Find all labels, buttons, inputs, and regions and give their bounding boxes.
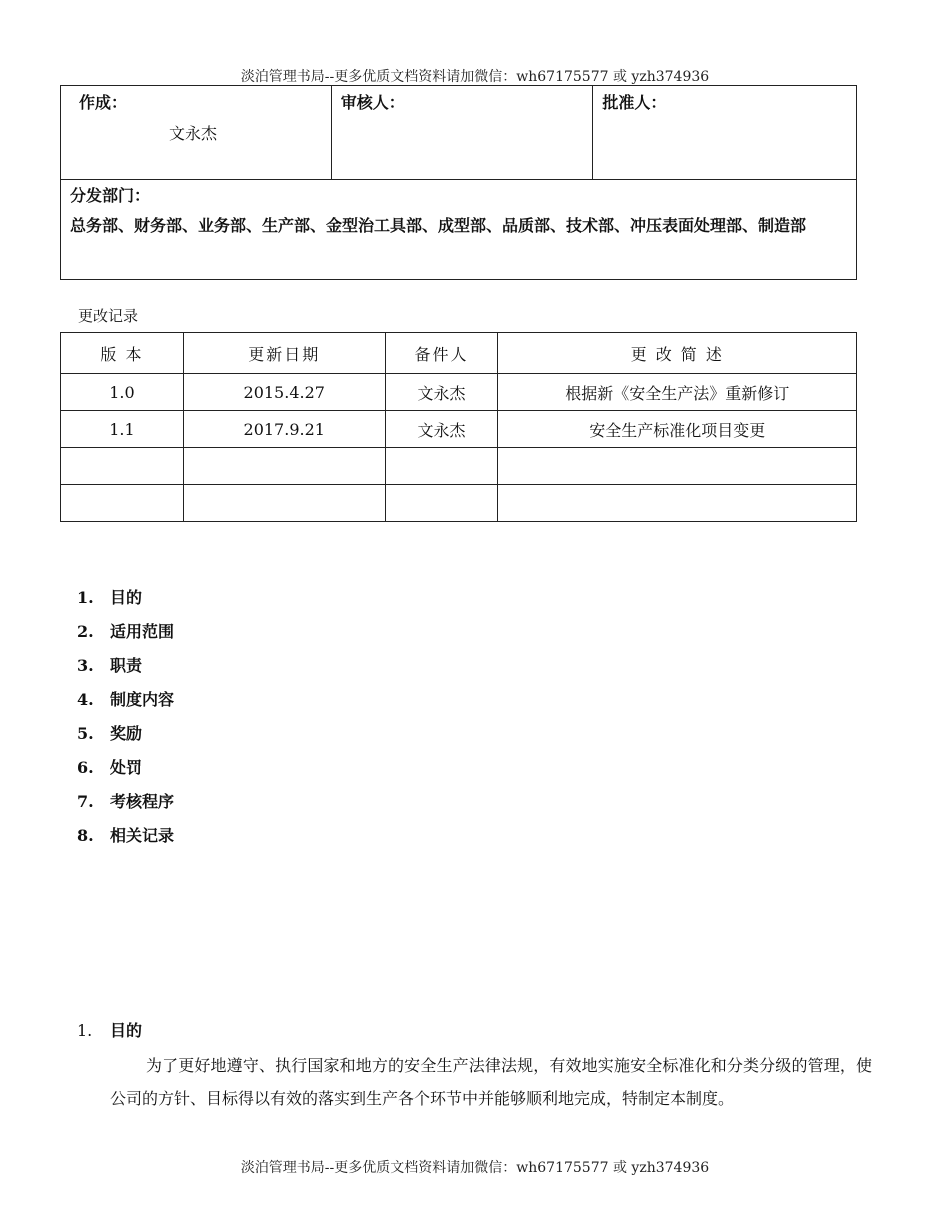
toc-item-penalties xyxy=(77,756,174,790)
distribution-label: 分发部门： xyxy=(70,186,151,205)
section-purpose xyxy=(77,1019,877,1115)
reviewer-label: 审核人： xyxy=(340,93,405,112)
header-version: 版 本 xyxy=(61,333,184,374)
toc-item-records xyxy=(77,824,174,858)
section-number: 1. xyxy=(77,1021,93,1040)
distribution-list: 总务部、财务部、业务部、生产部、金型治工具部、成型部、品质部、技术部、冲压表面处理部、制造部 xyxy=(70,216,807,235)
approver-cell xyxy=(593,86,857,180)
section-heading xyxy=(77,1019,877,1043)
toc-item-purpose xyxy=(77,586,174,620)
toc-number: 4. xyxy=(77,690,94,709)
toc-number: 8. xyxy=(77,826,94,845)
cell-date xyxy=(183,485,385,522)
toc-title: 适用范围 xyxy=(110,622,175,641)
toc-title: 处罚 xyxy=(110,758,143,777)
approval-table xyxy=(60,85,857,280)
toc-title: 制度内容 xyxy=(110,690,175,709)
cell-version xyxy=(61,448,184,485)
toc-item-content xyxy=(77,688,174,722)
header-date: 更新日期 xyxy=(183,333,385,374)
cell-author xyxy=(385,485,498,522)
toc-item-rewards xyxy=(77,722,174,756)
toc-number: 3. xyxy=(77,656,94,675)
reviewer-cell xyxy=(331,86,593,180)
toc-item-assessment xyxy=(77,790,174,824)
cell-date xyxy=(183,448,385,485)
author-name: 文永杰 xyxy=(169,124,218,143)
page-footer-note: 淡泊管理书局--更多优质文档资料请加微信：wh67175577 或 yzh374936 xyxy=(240,1160,710,1176)
table-row xyxy=(61,485,857,522)
table-row xyxy=(61,411,857,448)
cell-author xyxy=(385,448,498,485)
table-of-contents xyxy=(77,586,174,858)
section-title: 目的 xyxy=(110,1021,143,1040)
cell-author: 文永杰 xyxy=(385,374,498,411)
cell-date: 2017.9.21 xyxy=(183,411,385,448)
author-label: 作成： xyxy=(79,93,128,112)
author-cell xyxy=(61,86,332,180)
page-header-note: 淡泊管理书局--更多优质文档资料请加微信：wh67175577 或 yzh374936 xyxy=(240,69,710,85)
toc-number: 1. xyxy=(77,588,94,607)
table-row xyxy=(61,374,857,411)
table-row xyxy=(61,448,857,485)
toc-title: 考核程序 xyxy=(110,792,175,811)
cell-summary xyxy=(498,448,857,485)
cell-version xyxy=(61,485,184,522)
toc-title: 奖励 xyxy=(110,724,143,743)
toc-item-scope xyxy=(77,620,174,654)
toc-number: 5. xyxy=(77,724,94,743)
table-header-row xyxy=(61,333,857,374)
cell-summary: 安全生产标准化项目变更 xyxy=(498,411,857,448)
toc-number: 7. xyxy=(77,792,94,811)
toc-title: 职责 xyxy=(110,656,143,675)
header-author: 备件人 xyxy=(385,333,498,374)
toc-number: 6. xyxy=(77,758,94,777)
cell-date: 2015.4.27 xyxy=(183,374,385,411)
approver-label: 批准人： xyxy=(602,93,667,112)
toc-title: 目的 xyxy=(110,588,143,607)
change-record-title: 更改记录 xyxy=(78,307,139,325)
header-summary: 更 改 简 述 xyxy=(498,333,857,374)
toc-title: 相关记录 xyxy=(110,826,175,845)
cell-version: 1.0 xyxy=(61,374,184,411)
section-body: 为了更好地遵守、执行国家和地方的安全生产法律法规，有效地实施安全标准化和分类分级的管理，使公司的方针、目标得以有效的落实到生产各个环节中并能够顺利地完成，特制定本制度。 xyxy=(110,1056,872,1108)
cell-version: 1.1 xyxy=(61,411,184,448)
toc-item-responsibilities xyxy=(77,654,174,688)
distribution-cell xyxy=(61,180,857,280)
cell-summary xyxy=(498,485,857,522)
cell-summary: 根据新《安全生产法》重新修订 xyxy=(498,374,857,411)
cell-author: 文永杰 xyxy=(385,411,498,448)
toc-number: 2. xyxy=(77,622,94,641)
change-record-table xyxy=(60,332,857,522)
